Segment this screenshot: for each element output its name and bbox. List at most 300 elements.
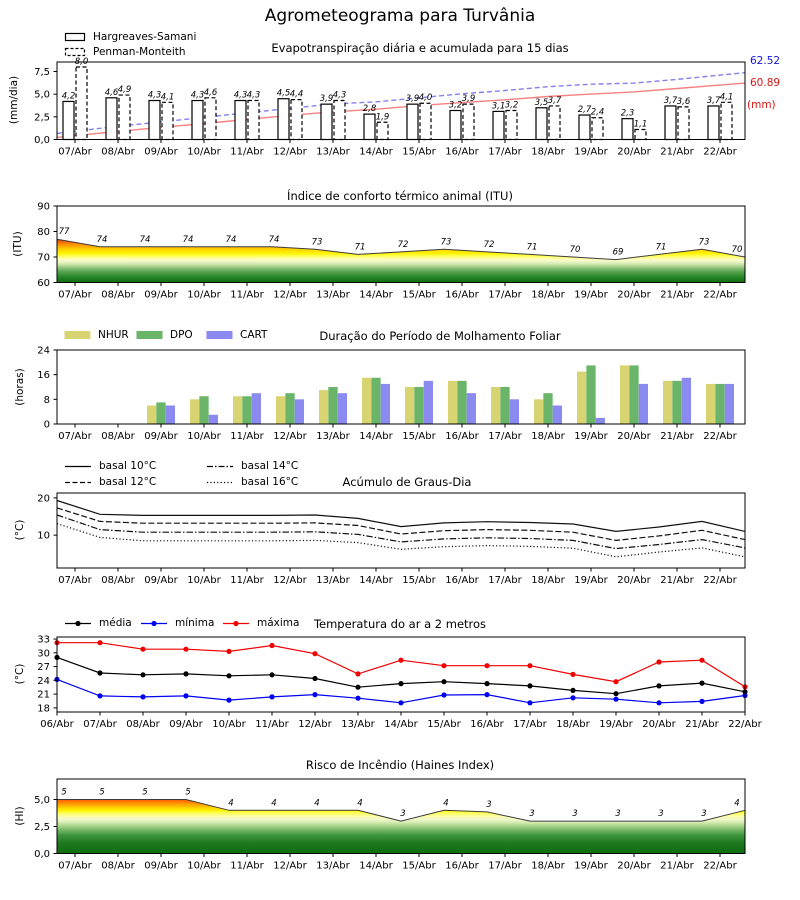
data-label: 3,7: [706, 95, 721, 106]
bar-nhur: [706, 384, 715, 424]
legend-label: CART: [240, 329, 268, 341]
legend-minima: [140, 617, 214, 629]
y-tick-label: 10: [37, 530, 50, 542]
x-tick-label: 22/Abr: [703, 431, 737, 442]
x-tick-label: 19/Abr: [574, 860, 608, 872]
temperatura-title: Temperatura do ar a 2 metros: [313, 617, 487, 631]
data-label: 4,6: [104, 87, 119, 98]
data-label: 1,9: [375, 112, 390, 123]
bar-penman: [205, 98, 216, 140]
x-tick-label: 17/Abr: [488, 431, 522, 442]
data-label: 69: [612, 247, 624, 258]
x-tick-label: 09/Abr: [169, 719, 203, 730]
bar-nhur: [362, 378, 371, 424]
x-tick-label: 08/Abr: [126, 719, 160, 730]
legend-maxima: [222, 617, 299, 629]
bar-cart: [510, 399, 519, 424]
legend-label: basal 10°C: [99, 460, 157, 472]
cumulative-unit-label: (mm): [747, 99, 776, 111]
blue-line-dot-swatch-icon: [140, 619, 168, 628]
molhamento-ylabel: (horas): [14, 368, 26, 406]
x-tick-label: 20/Abr: [617, 431, 651, 442]
data-label: 3,1: [491, 101, 506, 112]
bar-nhur: [233, 396, 242, 424]
marker-media: [226, 673, 231, 678]
data-label: 71: [354, 242, 366, 253]
evapo-title: Evapotranspiração diária e acumulada para 15 dias: [271, 41, 569, 55]
temperatura-ylabel: (°C): [14, 663, 26, 685]
evapo-ylabel: (mm/dia): [8, 75, 20, 125]
data-label: 73: [698, 237, 710, 248]
marker-minima: [97, 693, 102, 698]
x-tick-label: 08/Abr: [101, 431, 135, 442]
molhamento-title: Duração do Período de Molhamento Foliar: [319, 329, 561, 343]
bar-penman: [420, 103, 431, 139]
data-label: 71: [655, 242, 667, 253]
data-label: 3: [572, 809, 578, 820]
x-tick-label: 18/Abr: [531, 860, 565, 872]
data-label: 4,1: [160, 92, 175, 103]
line-maxima: [57, 643, 745, 687]
bar-nhur: [620, 365, 629, 424]
data-label: 4,5: [276, 88, 291, 99]
x-tick-label: 15/Abr: [402, 860, 436, 872]
bar-cart: [639, 384, 648, 424]
bar-penman: [291, 100, 302, 140]
bar-penman: [119, 95, 130, 139]
dashed-box-swatch-icon: [64, 47, 86, 57]
y-tick-label: 20: [37, 493, 50, 505]
marker-media: [613, 691, 618, 696]
marker-media: [570, 688, 575, 693]
legend-dpo: [136, 329, 193, 341]
marker-media: [140, 672, 145, 677]
bar-hargreaves: [364, 114, 375, 139]
penman-cumulative-total: 62.52: [750, 55, 781, 67]
data-label: 72: [483, 239, 495, 250]
bar-hargreaves: [708, 106, 719, 140]
x-tick-label: 15/Abr: [402, 146, 436, 158]
bar-penman: [678, 107, 689, 140]
x-tick-label: 21/Abr: [660, 575, 694, 586]
marker-maxima: [441, 663, 446, 668]
graus-dia-title: Acúmulo de Graus-Dia: [342, 475, 472, 489]
x-tick-label: 13/Abr: [316, 146, 350, 158]
legend-basal-14: [206, 460, 298, 472]
x-tick-label: 14/Abr: [359, 575, 393, 586]
bar-penman: [635, 130, 646, 140]
x-tick-label: 16/Abr: [470, 719, 504, 730]
data-label: 74: [225, 234, 237, 245]
data-label: 3: [400, 809, 406, 820]
marker-media: [183, 671, 188, 676]
marker-maxima: [484, 663, 489, 668]
x-tick-label: 22/Abr: [728, 719, 762, 730]
x-tick-label: 22/Abr: [703, 860, 737, 872]
marker-minima: [527, 700, 532, 705]
bar-penman: [549, 106, 560, 140]
marker-minima: [484, 692, 489, 697]
bar-cart: [467, 393, 476, 424]
bar-nhur: [276, 396, 285, 424]
bar-cart: [166, 406, 175, 425]
black-line-dot-swatch-icon: [64, 619, 92, 628]
bar-hargreaves: [235, 101, 246, 140]
bar-dpo: [371, 378, 380, 424]
x-tick-label: 13/Abr: [316, 575, 350, 586]
y-tick-label: 7,5: [34, 67, 50, 79]
x-tick-label: 13/Abr: [341, 719, 375, 730]
bar-nhur: [448, 381, 457, 424]
legend-label: DPO: [170, 329, 193, 341]
marker-media: [269, 672, 274, 677]
marker-media: [699, 681, 704, 686]
main-title: Agrometeograma para Turvânia: [264, 6, 536, 26]
x-tick-label: 12/Abr: [273, 431, 307, 442]
marker-media: [355, 685, 360, 690]
data-label: 2,8: [362, 104, 377, 115]
bar-hargreaves: [407, 104, 418, 139]
bar-dpo: [156, 402, 165, 424]
bar-dpo: [629, 365, 638, 424]
bar-cart: [209, 415, 218, 424]
red-line-dot-swatch-icon: [222, 619, 250, 628]
x-tick-label: 21/Abr: [660, 146, 694, 158]
bar-penman: [377, 122, 388, 139]
x-tick-label: 10/Abr: [187, 575, 221, 586]
x-tick-label: 16/Abr: [445, 431, 479, 442]
x-tick-label: 07/Abr: [58, 431, 92, 442]
data-label: 5: [142, 787, 148, 798]
data-label: 4,3: [190, 90, 205, 101]
bar-nhur: [491, 387, 500, 424]
x-tick-label: 17/Abr: [488, 289, 522, 301]
bar-penman: [76, 67, 87, 140]
x-tick-label: 09/Abr: [144, 575, 178, 586]
marker-maxima: [269, 643, 274, 648]
bar-penman: [721, 102, 732, 139]
hargreaves-cumulative-total: 60.89: [750, 77, 781, 89]
data-label: 4: [314, 798, 320, 809]
marker-minima: [656, 700, 661, 705]
x-tick-label: 22/Abr: [703, 146, 737, 158]
bar-penman: [463, 104, 474, 139]
data-label: 3,9: [461, 94, 476, 105]
marker-maxima: [398, 658, 403, 663]
x-tick-label: 21/Abr: [660, 289, 694, 301]
y-tick-label: 24: [37, 675, 50, 687]
x-tick-label: 11/Abr: [230, 289, 264, 301]
legend-media: [64, 617, 132, 629]
y-tick-label: 8: [43, 394, 50, 406]
data-label: 74: [268, 234, 280, 245]
bar-hargreaves: [579, 115, 590, 139]
x-tick-label: 22/Abr: [703, 289, 737, 301]
marker-minima: [699, 699, 704, 704]
data-label: 3: [701, 809, 707, 820]
y-tick-label: 24: [37, 345, 50, 357]
x-tick-label: 17/Abr: [488, 575, 522, 586]
x-tick-label: 13/Abr: [316, 431, 350, 442]
x-tick-label: 15/Abr: [402, 575, 436, 586]
x-tick-label: 17/Abr: [513, 719, 547, 730]
marker-media: [441, 679, 446, 684]
data-label: 4,0: [418, 93, 433, 104]
x-tick-label: 20/Abr: [617, 289, 651, 301]
data-label: 1,1: [633, 119, 648, 130]
legend-label: basal 16°C: [241, 476, 299, 488]
x-tick-label: 19/Abr: [599, 719, 633, 730]
y-tick-label: 21: [37, 689, 50, 701]
bar-hargreaves: [493, 111, 504, 139]
marker-maxima: [140, 647, 145, 652]
data-label: 4,3: [147, 90, 162, 101]
marker-media: [398, 681, 403, 686]
legend-basal-16: [206, 476, 298, 488]
data-label: 2,7: [577, 105, 592, 116]
x-tick-label: 16/Abr: [445, 146, 479, 158]
x-tick-label: 17/Abr: [488, 860, 522, 872]
x-tick-label: 20/Abr: [617, 146, 651, 158]
x-tick-label: 20/Abr: [617, 860, 651, 872]
bar-nhur: [319, 390, 328, 424]
bar-penman: [592, 118, 603, 140]
bar-nhur: [534, 399, 543, 424]
x-tick-label: 18/Abr: [531, 146, 565, 158]
marker-minima: [613, 697, 618, 702]
data-label: 4: [271, 798, 277, 809]
x-tick-label: 17/Abr: [488, 146, 522, 158]
x-tick-label: 16/Abr: [445, 860, 479, 872]
y-tick-label: 5,0: [34, 795, 50, 807]
legend-label: Hargreaves-Samani: [93, 31, 197, 43]
data-label: 2,3: [620, 108, 635, 119]
data-label: 2,4: [590, 107, 605, 118]
marker-minima: [570, 695, 575, 700]
y-tick-label: 0: [43, 419, 50, 431]
data-label: 3: [529, 809, 535, 820]
marker-maxima: [570, 672, 575, 677]
marker-minima: [226, 698, 231, 703]
x-tick-label: 11/Abr: [230, 146, 264, 158]
solid-line-swatch-icon: [64, 462, 92, 471]
cart-swatch-icon: [206, 330, 233, 340]
x-tick-label: 14/Abr: [359, 431, 393, 442]
marker-minima: [398, 700, 403, 705]
y-tick-label: 60: [37, 278, 50, 289]
bar-hargreaves: [106, 98, 117, 140]
x-tick-label: 16/Abr: [445, 575, 479, 586]
y-tick-label: 70: [37, 252, 50, 264]
data-label: 3,2: [504, 100, 519, 111]
bar-hargreaves: [63, 101, 74, 139]
x-tick-label: 13/Abr: [316, 860, 350, 872]
y-tick-label: 90: [37, 201, 50, 213]
haines-area: [57, 800, 745, 854]
data-label: 5: [185, 787, 191, 798]
nhur-swatch-icon: [64, 330, 91, 340]
data-label: 3,9: [319, 94, 334, 105]
bar-dpo: [715, 384, 724, 424]
legend-label: NHUR: [98, 329, 129, 341]
data-label: 4,2: [61, 91, 76, 102]
data-label: 77: [58, 227, 70, 238]
legend-label: basal 12°C: [99, 476, 157, 488]
bar-cart: [682, 378, 691, 424]
bar-cart: [424, 381, 433, 424]
bar-hargreaves: [622, 119, 633, 140]
legend-label: mínima: [175, 617, 215, 629]
bar-dpo: [543, 393, 552, 424]
bar-hargreaves: [278, 99, 289, 140]
x-tick-label: 20/Abr: [617, 575, 651, 586]
x-tick-label: 22/Abr: [703, 575, 737, 586]
legend-nhur: [64, 329, 129, 341]
x-tick-label: 11/Abr: [255, 719, 289, 730]
x-tick-label: 12/Abr: [273, 146, 307, 158]
data-label: 8,0: [74, 56, 89, 67]
data-label: 70: [569, 245, 581, 255]
x-tick-label: 12/Abr: [273, 575, 307, 586]
x-tick-label: 15/Abr: [427, 719, 461, 730]
bar-hargreaves: [149, 101, 160, 140]
x-tick-label: 06/Abr: [40, 719, 74, 730]
x-tick-label: 11/Abr: [230, 431, 264, 442]
graus-dia-ylabel: (°C): [14, 519, 26, 541]
marker-maxima: [527, 663, 532, 668]
bar-cart: [252, 393, 261, 424]
marker-minima: [441, 692, 446, 697]
y-tick-label: 2,5: [34, 112, 50, 124]
itu-ylabel: (ITU): [12, 231, 24, 257]
x-tick-label: 08/Abr: [101, 146, 135, 158]
x-tick-label: 14/Abr: [384, 719, 418, 730]
x-tick-label: 10/Abr: [187, 860, 221, 872]
legend-label: máxima: [257, 617, 300, 629]
data-label: 73: [311, 237, 323, 248]
data-label: 3: [615, 809, 621, 820]
marker-media: [484, 681, 489, 686]
bar-dpo: [199, 396, 208, 424]
data-label: 73: [440, 237, 452, 248]
bar-hargreaves: [192, 101, 203, 140]
bar-nhur: [147, 406, 156, 425]
x-tick-label: 19/Abr: [574, 431, 608, 442]
marker-media: [97, 670, 102, 675]
x-tick-label: 10/Abr: [212, 719, 246, 730]
y-tick-label: 27: [37, 662, 50, 674]
bar-hargreaves: [321, 104, 332, 139]
dashed-line-swatch-icon: [64, 478, 92, 487]
data-label: 4,9: [117, 85, 132, 96]
x-tick-label: 21/Abr: [660, 860, 694, 872]
bar-dpo: [328, 387, 337, 424]
x-tick-label: 07/Abr: [58, 860, 92, 872]
x-tick-label: 09/Abr: [144, 146, 178, 158]
bar-nhur: [663, 381, 672, 424]
x-tick-label: 14/Abr: [359, 289, 393, 301]
x-tick-label: 08/Abr: [101, 575, 135, 586]
marker-minima: [312, 692, 317, 697]
data-label: 4,4: [289, 89, 304, 100]
bar-penman: [162, 102, 173, 139]
marker-minima: [183, 693, 188, 698]
x-tick-label: 21/Abr: [685, 719, 719, 730]
bar-cart: [596, 418, 605, 424]
data-label: 5: [61, 787, 67, 798]
data-label: 3,5: [534, 97, 549, 108]
graus_dia-frame: [57, 493, 745, 568]
bar-cart: [381, 384, 390, 424]
x-tick-label: 07/Abr: [58, 146, 92, 158]
legend-basal-10: [64, 460, 156, 472]
y-tick-label: 30: [37, 648, 50, 660]
data-label: 74: [139, 234, 151, 245]
x-tick-label: 10/Abr: [187, 431, 221, 442]
bar-penman: [248, 101, 259, 140]
bar-hargreaves: [450, 110, 461, 139]
data-label: 4: [228, 798, 234, 809]
legend-label: Penman-Monteith: [93, 46, 186, 58]
bar-penman: [506, 110, 517, 139]
marker-maxima: [613, 679, 618, 684]
data-label: 4: [357, 798, 363, 809]
data-label: 74: [96, 234, 108, 245]
x-tick-label: 12/Abr: [298, 719, 332, 730]
dashdot-line-swatch-icon: [206, 462, 234, 471]
bar-cart: [295, 399, 304, 424]
data-label: 4: [734, 798, 740, 809]
y-tick-label: 2,5: [34, 822, 50, 834]
marker-maxima: [226, 649, 231, 654]
x-tick-label: 14/Abr: [359, 860, 393, 872]
legend-basal-12: [64, 476, 156, 488]
bar-dpo: [242, 396, 251, 424]
marker-media: [656, 683, 661, 688]
x-tick-label: 11/Abr: [230, 860, 264, 872]
data-label: 3,7: [547, 95, 562, 106]
data-label: 5: [99, 787, 105, 798]
marker-maxima: [699, 658, 704, 663]
bar-penman: [334, 101, 345, 140]
data-label: 4,3: [233, 90, 248, 101]
data-label: 74: [182, 234, 194, 245]
haines-title: Risco de Incêndio (Haines Index): [305, 758, 495, 772]
line-basal-14: [57, 515, 745, 549]
marker-minima: [140, 694, 145, 699]
y-tick-label: 16: [37, 370, 50, 382]
marker-maxima: [97, 640, 102, 645]
bar-nhur: [190, 399, 199, 424]
y-tick-label: 0,0: [34, 135, 50, 146]
legend-penman: [64, 46, 186, 58]
x-tick-label: 13/Abr: [316, 289, 350, 301]
line-basal-12: [57, 508, 745, 541]
x-tick-label: 16/Abr: [445, 289, 479, 301]
marker-minima: [269, 694, 274, 699]
y-tick-label: 80: [37, 227, 50, 238]
x-tick-label: 18/Abr: [531, 431, 565, 442]
x-tick-label: 12/Abr: [273, 289, 307, 301]
marker-media: [312, 676, 317, 681]
bar-cart: [725, 384, 734, 424]
data-label: 3: [658, 809, 664, 820]
y-tick-label: 5,0: [34, 89, 50, 101]
bar-dpo: [285, 393, 294, 424]
data-label: 4,1: [719, 92, 734, 103]
x-tick-label: 19/Abr: [574, 146, 608, 158]
x-tick-label: 10/Abr: [187, 289, 221, 301]
